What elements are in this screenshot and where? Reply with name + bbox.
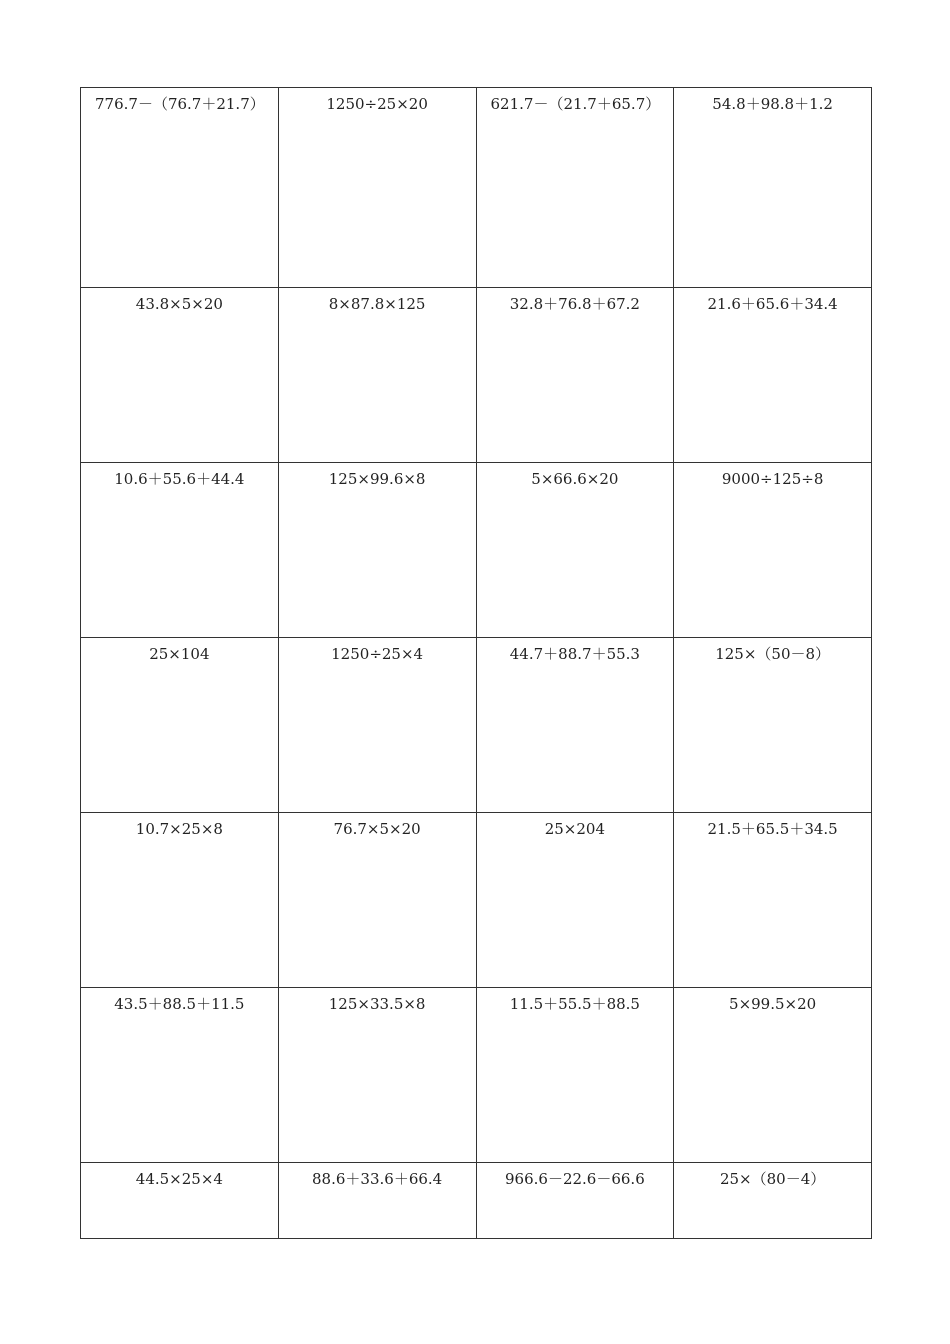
table-row bbox=[81, 288, 872, 463]
problem-cell: 8×87.8×125 bbox=[278, 288, 476, 463]
table-row bbox=[81, 988, 872, 1163]
table-row bbox=[81, 638, 872, 813]
problem-cell: 11.5＋55.5＋88.5 bbox=[476, 988, 674, 1163]
problem-cell: 25×（80－4） bbox=[674, 1163, 872, 1239]
problem-cell: 43.5＋88.5＋11.5 bbox=[81, 988, 279, 1163]
problem-cell: 21.5＋65.5＋34.5 bbox=[674, 813, 872, 988]
problem-cell: 125×（50－8） bbox=[674, 638, 872, 813]
problem-cell: 32.8＋76.8＋67.2 bbox=[476, 288, 674, 463]
table-row bbox=[81, 463, 872, 638]
problem-cell: 966.6－22.6－66.6 bbox=[476, 1163, 674, 1239]
problem-cell: 5×99.5×20 bbox=[674, 988, 872, 1163]
problem-cell: 1250÷25×4 bbox=[278, 638, 476, 813]
table-row bbox=[81, 1163, 872, 1239]
problem-cell: 44.7＋88.7＋55.3 bbox=[476, 638, 674, 813]
calculation-worksheet-table bbox=[80, 87, 872, 1239]
problem-cell: 88.6＋33.6＋66.4 bbox=[278, 1163, 476, 1239]
problem-cell: 125×99.6×8 bbox=[278, 463, 476, 638]
problem-cell: 10.7×25×8 bbox=[81, 813, 279, 988]
problem-cell: 76.7×5×20 bbox=[278, 813, 476, 988]
problem-cell: 9000÷125÷8 bbox=[674, 463, 872, 638]
table-row bbox=[81, 88, 872, 288]
problem-cell: 25×204 bbox=[476, 813, 674, 988]
table-row bbox=[81, 813, 872, 988]
problem-cell: 21.6＋65.6＋34.4 bbox=[674, 288, 872, 463]
problem-cell: 621.7－（21.7＋65.7） bbox=[476, 88, 674, 288]
problem-cell: 5×66.6×20 bbox=[476, 463, 674, 638]
problem-cell: 1250÷25×20 bbox=[278, 88, 476, 288]
problem-cell: 43.8×5×20 bbox=[81, 288, 279, 463]
problem-cell: 125×33.5×8 bbox=[278, 988, 476, 1163]
problem-cell: 25×104 bbox=[81, 638, 279, 813]
problem-cell: 44.5×25×4 bbox=[81, 1163, 279, 1239]
problem-cell: 54.8＋98.8＋1.2 bbox=[674, 88, 872, 288]
problem-cell: 776.7－（76.7＋21.7） bbox=[81, 88, 279, 288]
problem-cell: 10.6＋55.6＋44.4 bbox=[81, 463, 279, 638]
